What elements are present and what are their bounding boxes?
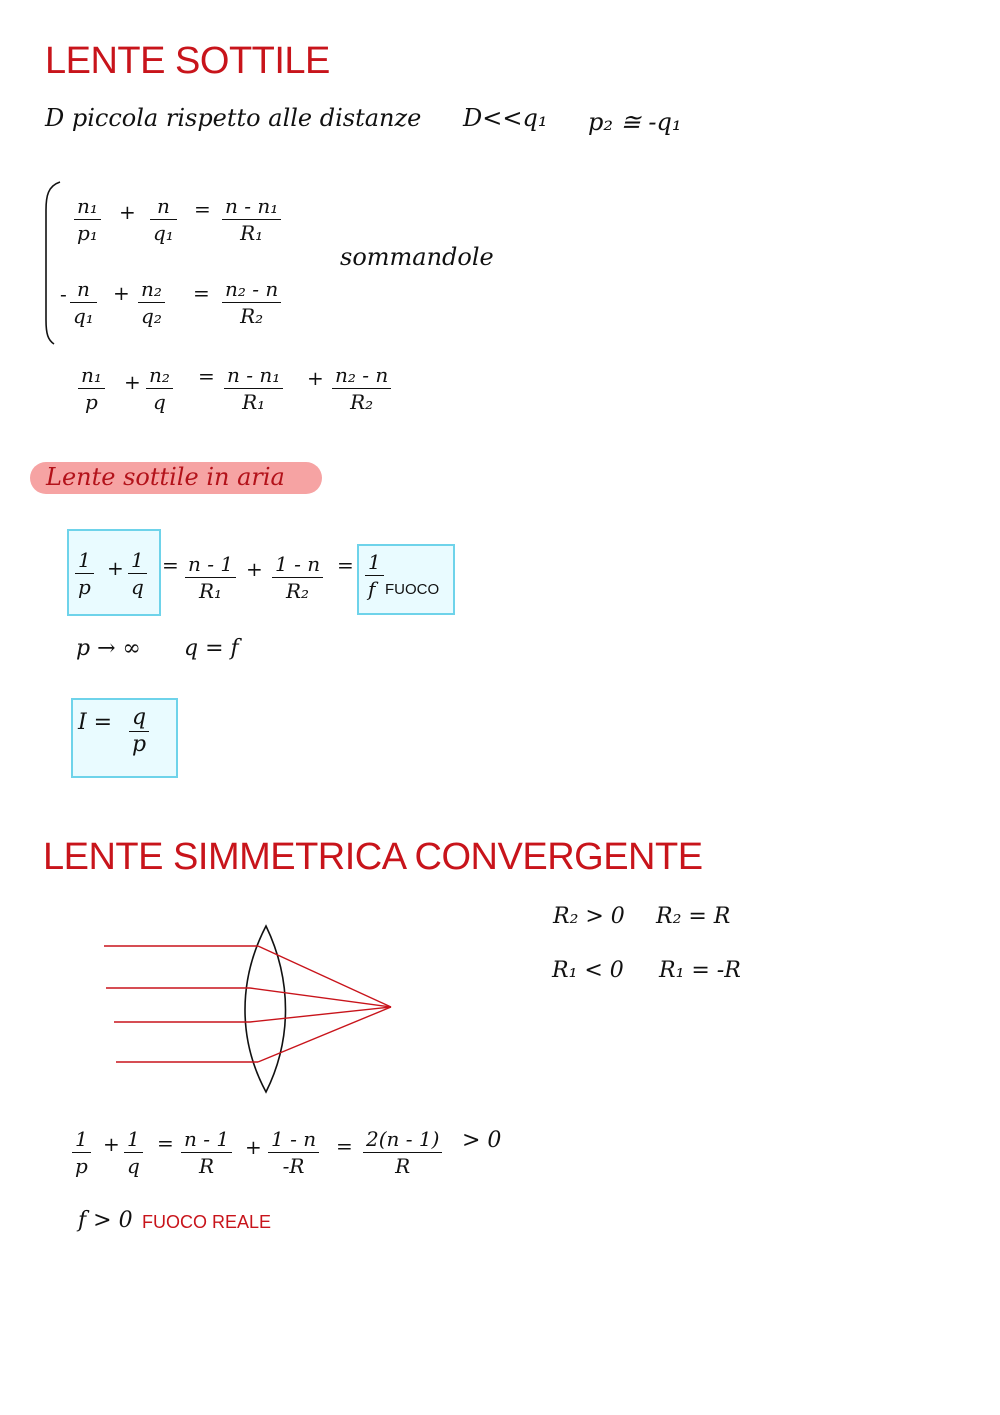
positive-condition: > 0 — [462, 1128, 502, 1153]
limit-q-f: q = f — [184, 636, 239, 661]
fraction — [74, 193, 101, 246]
fraction — [181, 1126, 232, 1179]
numerator: n₂ - n — [222, 276, 281, 303]
fraction — [72, 1126, 91, 1179]
numerator: n - 1 — [185, 551, 236, 578]
numerator: n₂ - n — [332, 362, 391, 389]
real-focus-label: FUOCO REALE — [142, 1212, 272, 1232]
denominator: R₁ — [242, 390, 266, 414]
denominator: R — [199, 1154, 215, 1178]
numerator: 1 — [128, 547, 147, 574]
numerator: q — [129, 705, 149, 732]
ray-refracted-3 — [250, 1007, 391, 1022]
r2-condition: R₂ > 0 — [553, 904, 625, 929]
ray-refracted-1 — [258, 946, 391, 1007]
fraction — [128, 547, 147, 600]
intro-text: D piccola rispetto alle distanze — [45, 104, 422, 132]
numerator: n — [150, 193, 177, 220]
denominator: q₂ — [141, 304, 162, 328]
plus-sign: + — [103, 1132, 120, 1156]
fraction — [332, 362, 391, 415]
fraction — [124, 1126, 143, 1179]
fraction — [365, 549, 384, 602]
numerator: n₂ — [146, 362, 173, 389]
ray-refracted-2 — [250, 988, 391, 1007]
focus-positive: f > 0 — [78, 1208, 133, 1233]
equals-sign: = — [162, 553, 179, 577]
denominator: q₁ — [73, 304, 94, 328]
fraction — [222, 193, 281, 246]
numerator: n - n₁ — [222, 193, 281, 220]
r2-equals-r: R₂ = R — [656, 904, 731, 929]
equals-sign: = — [193, 281, 210, 305]
denominator: R — [395, 1154, 411, 1178]
magnification-fraction — [129, 705, 149, 758]
plus-sign: + — [245, 1135, 262, 1159]
numerator: 1 — [72, 1126, 91, 1153]
fraction — [363, 1126, 442, 1179]
ray-refracted-4 — [258, 1007, 391, 1062]
denominator: q — [153, 390, 166, 414]
denominator: p — [78, 575, 91, 599]
equals-sign: = — [337, 553, 354, 577]
side-note-sommandole: sommandole — [340, 243, 494, 271]
subheading-lente-in-aria: Lente sottile in aria — [46, 463, 285, 491]
fraction — [78, 362, 105, 415]
fraction — [146, 362, 173, 415]
r1-equals-minus-r: R₁ = -R — [659, 958, 741, 983]
numerator: n - 1 — [181, 1126, 232, 1153]
section-title-lente-sottile: LENTE SOTTILE — [45, 40, 330, 82]
condition-p2-q1: p₂ ≅ -q₁ — [588, 108, 682, 136]
fraction — [185, 551, 236, 604]
plus-sign: + — [119, 200, 136, 224]
magnification-lhs: I = — [78, 710, 113, 735]
numerator: 1 — [75, 547, 94, 574]
denominator: f — [368, 577, 376, 601]
plus-sign: + — [307, 366, 324, 390]
denominator: p₁ — [77, 221, 98, 245]
fraction — [138, 276, 165, 329]
denominator: q — [131, 575, 144, 599]
fraction — [224, 362, 283, 415]
equals-sign: = — [194, 197, 211, 221]
fraction — [272, 551, 323, 604]
r1-condition: R₁ < 0 — [552, 958, 624, 983]
denominator: R₁ — [199, 579, 223, 603]
equals-sign: = — [157, 1131, 174, 1155]
denominator: q — [127, 1154, 140, 1178]
numerator: 1 - n — [268, 1126, 319, 1153]
denominator: R₂ — [350, 390, 374, 414]
lens-shape — [245, 926, 286, 1092]
section-title-lente-simmetrica: LENTE SIMMETRICA CONVERGENTE — [43, 836, 703, 878]
numerator: 2(n - 1) — [363, 1126, 442, 1153]
denominator: R₂ — [240, 304, 264, 328]
equals-sign: = — [336, 1134, 353, 1158]
numerator: 1 — [365, 549, 384, 576]
denominator: R₁ — [240, 221, 264, 245]
numerator: n — [70, 276, 97, 303]
system-brace — [46, 182, 60, 344]
denominator: R₂ — [286, 579, 310, 603]
denominator: p — [85, 390, 98, 414]
equals-sign: = — [198, 364, 215, 388]
numerator: n - n₁ — [224, 362, 283, 389]
numerator: n₂ — [138, 276, 165, 303]
limit-p-infinity: p → ∞ — [76, 636, 141, 661]
denominator: q₁ — [153, 221, 174, 245]
numerator: 1 - n — [272, 551, 323, 578]
fraction — [75, 547, 94, 600]
focus-label: FUOCO — [385, 581, 440, 598]
condition-d-small: D<<q₁ — [463, 104, 548, 132]
fraction — [268, 1126, 319, 1179]
denominator: p — [132, 732, 147, 757]
minus-sign: - — [60, 282, 67, 306]
numerator: n₁ — [74, 193, 101, 220]
plus-sign: + — [246, 557, 263, 581]
numerator: n₁ — [78, 362, 105, 389]
plus-sign: + — [113, 281, 130, 305]
denominator: -R — [282, 1154, 305, 1178]
fraction — [222, 276, 281, 329]
fraction — [70, 276, 97, 329]
plus-sign: + — [107, 556, 124, 580]
fraction — [150, 193, 177, 246]
numerator: 1 — [124, 1126, 143, 1153]
plus-sign: + — [124, 370, 141, 394]
denominator: p — [75, 1154, 88, 1178]
